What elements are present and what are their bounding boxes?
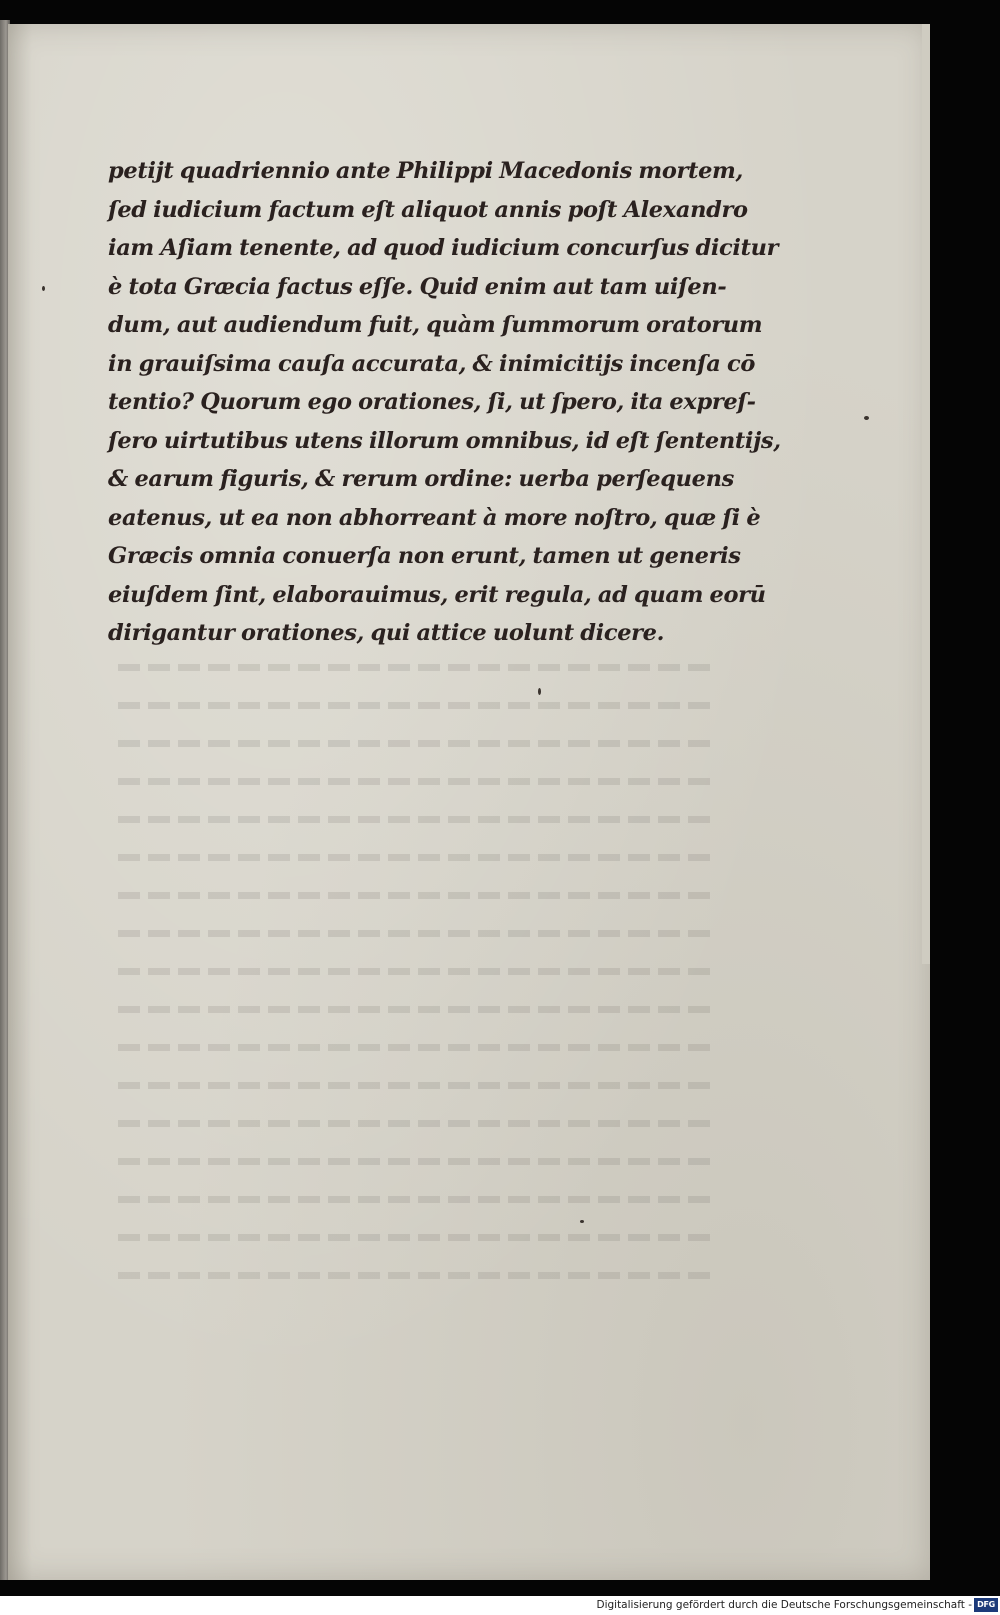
text-line: & earum figuris, & rerum ordine: uerba perſequens — [108, 466, 734, 492]
text-line: eiuſdem ſint, elaborauimus, erit regula, ad quam eorū — [108, 581, 766, 608]
funding-credit: Digitalisierung gefördert durch die Deutsche Forschungsgemeinschaft - — [596, 1599, 972, 1611]
paper-speck — [580, 1220, 584, 1223]
text-line: Græcis omnia conuerſa non erunt, tamen ut generis — [108, 543, 741, 569]
text-line: eatenus, ut ea non abhorreant à more noſtro, quæ ſi è — [108, 504, 761, 531]
text-line: è tota Græcia factus eſſe. Quid enim aut tam uiſen- — [108, 273, 727, 300]
text-line: ſed iudicium factum eſt aliquot annis poſt Alexandro — [108, 196, 748, 223]
text-line: dirigantur orationes, qui attice uolunt dicere. — [108, 620, 665, 646]
dfg-logo-icon: DFG — [974, 1598, 998, 1612]
text-line: ſero uirtutibus utens illorum omnibus, id eſt ſententijs, — [108, 427, 781, 454]
text-line: petijt quadriennio ante Philippi Macedonis mortem, — [108, 158, 743, 184]
paper-speck — [864, 416, 869, 420]
page-text — [108, 152, 781, 653]
book-page — [8, 24, 930, 1580]
text-line: in grauiſsima cauſa accurata, & inimicitijs incenſa cō — [108, 350, 756, 377]
show-through-text — [118, 664, 718, 1344]
page-edge — [922, 24, 930, 964]
text-line: iam Aſiam tenente, ad quod iudicium concurſus dicitur — [108, 235, 779, 261]
footer — [0, 1596, 1000, 1615]
paper-speck — [42, 286, 45, 291]
text-line: tentio? Quorum ego orationes, ſi, ut ſpero, ita expreſ- — [108, 389, 756, 415]
text-line: dum, aut audiendum fuit, quàm ſummorum oratorum — [108, 312, 763, 338]
paper-speck — [538, 688, 541, 695]
